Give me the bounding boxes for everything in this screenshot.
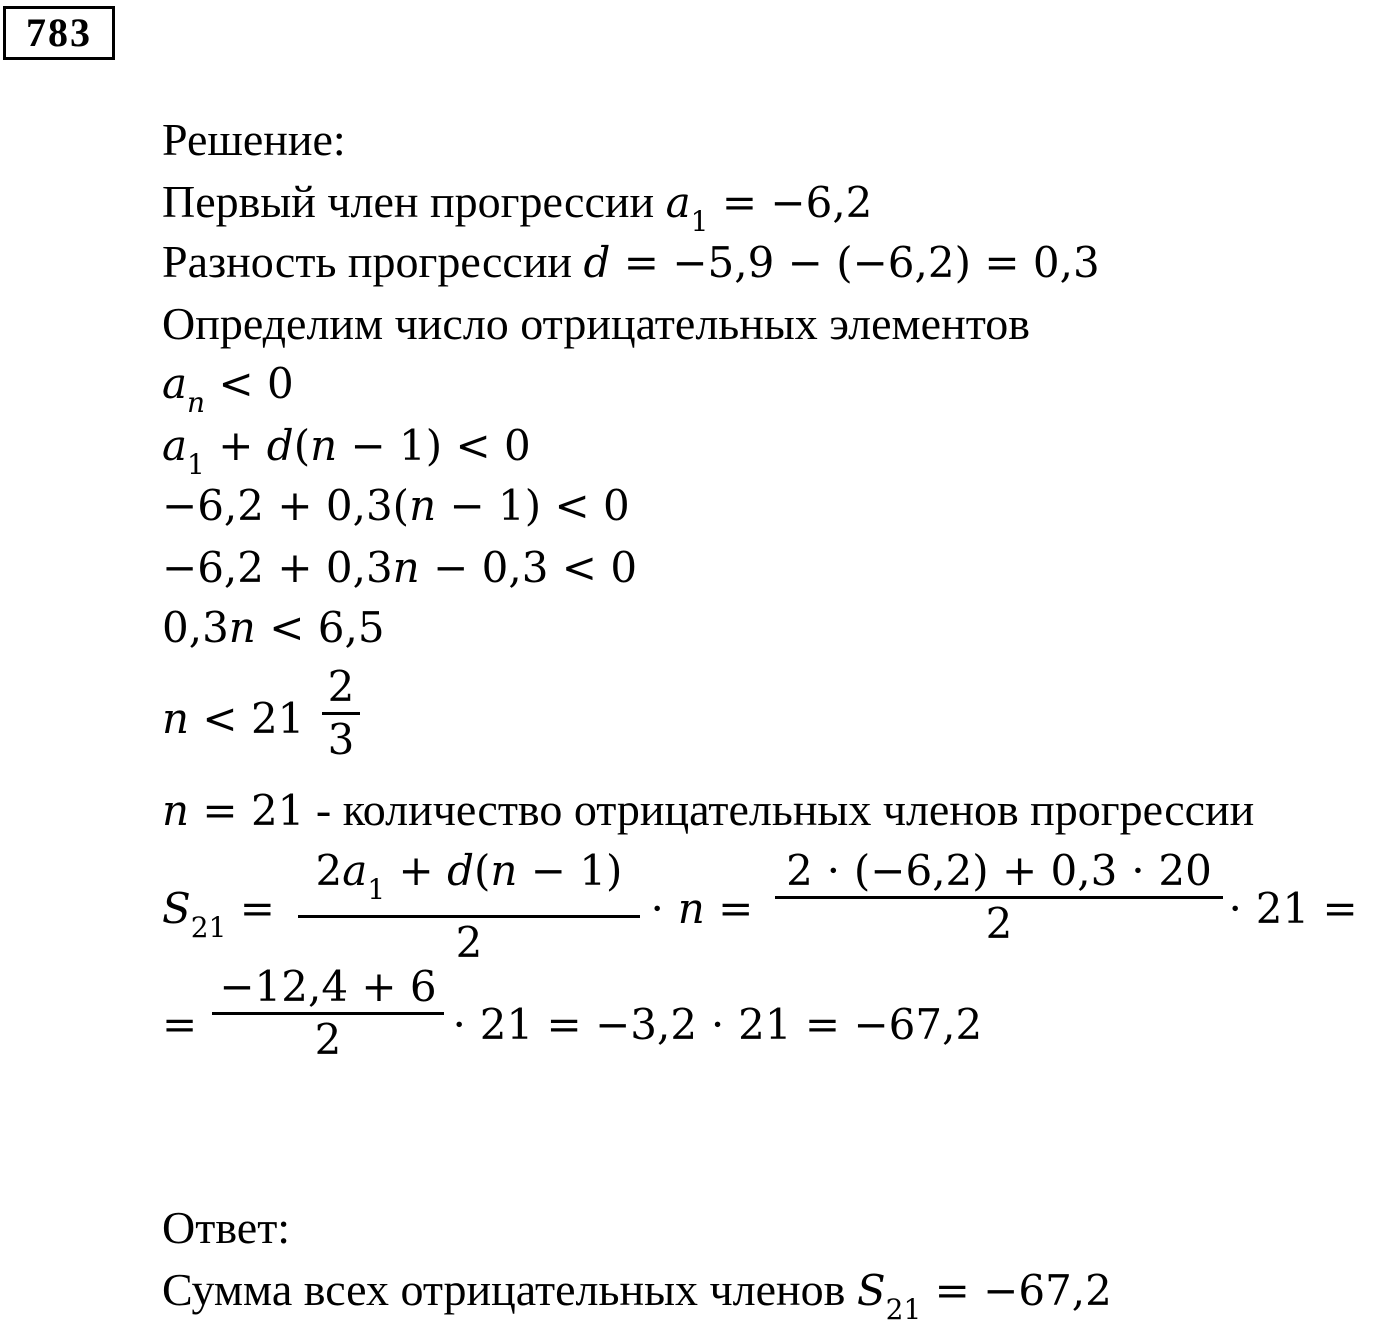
line-count: n = 21 - количество отрицательных членов прогрессии bbox=[162, 784, 1255, 835]
sum-lhs: $S_{21}$ = bbox=[162, 884, 275, 944]
line-determine: Определим число отрицательных элементов bbox=[162, 298, 1030, 349]
line-first-term: Первый член прогрессии $a_1 = -6,2$ bbox=[162, 176, 873, 238]
line-expanded: −6,2 + 0,3n − 0,3 < 0 bbox=[162, 543, 638, 592]
line-an-lt-0: $a_n < 0$ bbox=[162, 359, 294, 419]
answer-heading: Ответ: bbox=[162, 1202, 291, 1253]
sum-fraction-numeric: 2 ⋅ (−6,2) + 0,3 ⋅ 20 2 bbox=[775, 846, 1223, 949]
fraction-two-thirds: 2 3 bbox=[322, 662, 360, 765]
result-fraction: −12,4 + 6 2 bbox=[212, 962, 444, 1065]
solution-heading: Решение: bbox=[162, 114, 346, 165]
line-general-term: $a_1 + d(n - 1) < 0$ bbox=[162, 421, 531, 481]
answer-line: Сумма всех отрицательных членов $S_{21} = -67,2$ bbox=[162, 1264, 1112, 1326]
sum-fraction-formula: $2a_1 + d(n - 1)$ 2 bbox=[298, 846, 640, 968]
result-tail: ⋅ 21 = −3,2 ⋅ 21 = −67,2 bbox=[452, 1000, 983, 1049]
sum-times-n: ⋅ n = bbox=[650, 884, 754, 933]
line-simplified: 0,3n < 6,5 bbox=[162, 603, 385, 652]
problem-number: 783 bbox=[3, 6, 115, 60]
sum-tail: ⋅ 21 = bbox=[1228, 884, 1358, 933]
line-difference: Разность прогрессии d = −5,9 − (−6,2) = 0,3 bbox=[162, 236, 1100, 287]
line-result-eq: = bbox=[162, 1000, 198, 1049]
line-substituted: −6,2 + 0,3(n − 1) < 0 bbox=[162, 481, 630, 530]
line-n-bound: n < 21 bbox=[162, 694, 305, 743]
